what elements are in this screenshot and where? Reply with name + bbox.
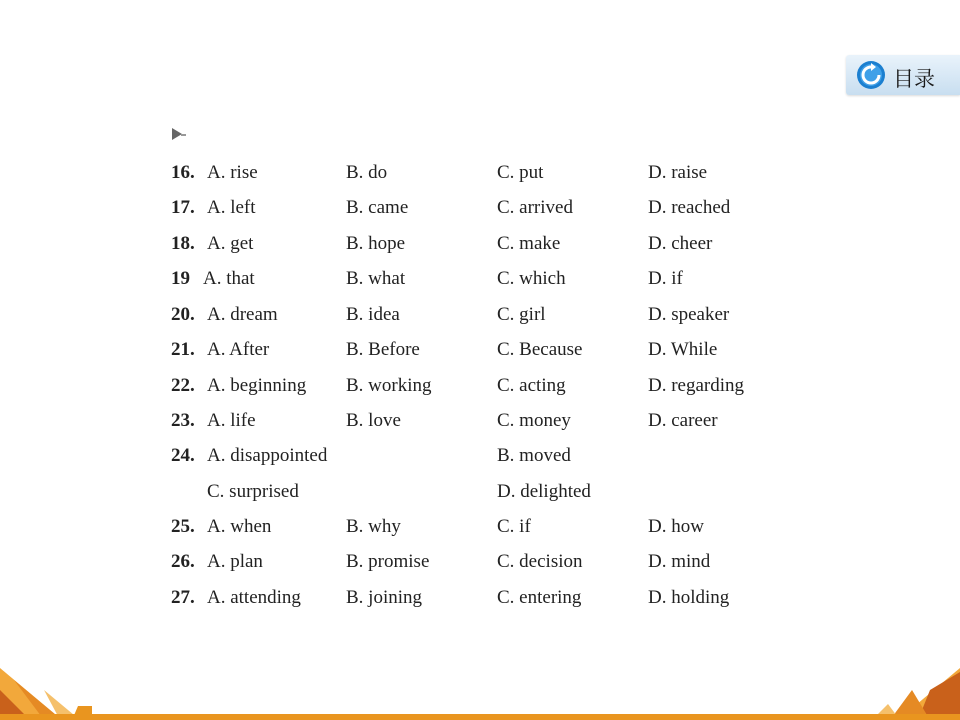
option-a: A. that [203,268,255,289]
question-number: 25. [171,516,195,537]
option-d: D. mind [648,551,711,572]
option-d: D. delighted [497,481,591,502]
option-a: A. After [207,339,270,360]
option-a: A. beginning [207,375,307,396]
option-c: C. Because [497,339,583,360]
option-d: D. reached [648,197,731,218]
question-number: 26. [171,551,195,572]
question-number: 21. [171,339,195,360]
question-number: 22. [171,375,195,396]
option-c: C. which [497,268,566,289]
option-c: C. surprised [207,481,299,502]
question-number: 24. [171,445,195,466]
option-a: A. rise [207,162,258,183]
option-d: D. holding [648,587,730,608]
option-b: B. Before [346,339,420,360]
option-a: A. get [207,233,254,254]
question-number: 20. [171,304,195,325]
option-b: B. working [346,375,432,396]
option-a: A. left [207,197,256,218]
option-c: C. if [497,516,531,537]
option-c: C. make [497,233,561,254]
question-number: 17. [171,197,195,218]
question-number: 16. [171,162,195,183]
option-c: C. put [497,162,544,183]
option-d: D. cheer [648,233,713,254]
option-d: D. raise [648,162,708,183]
option-b: B. love [346,410,401,431]
option-c: C. arrived [497,197,573,218]
option-d: D. speaker [648,304,730,325]
question-number: 27. [171,587,195,608]
option-c: C. girl [497,304,546,325]
question-number: 23. [171,410,195,431]
option-a: A. dream [207,304,278,325]
bottom-accent-bar [0,714,960,720]
option-a: A. plan [207,551,263,572]
option-a: A. life [207,410,256,431]
option-c: C. entering [497,587,582,608]
option-a: A. attending [207,587,301,608]
option-b: B. promise [346,551,430,572]
option-c: C. acting [497,375,566,396]
option-b: B. do [346,162,388,183]
option-a: A. disappointed [207,445,328,466]
option-d: D. how [648,516,704,537]
option-d: D. While [648,339,718,360]
option-d: D. regarding [648,375,745,396]
question-number: 18. [171,233,195,254]
option-a: A. when [207,516,272,537]
option-d: D. if [648,268,683,289]
toc-label: 目录 [893,67,935,91]
option-b: B. hope [346,233,406,254]
option-c: C. money [497,410,571,431]
option-b: B. joining [346,587,423,608]
option-d: D. career [648,410,718,431]
option-b: B. what [346,268,406,289]
option-b: B. why [346,516,401,537]
option-b: B. idea [346,304,400,325]
option-b: B. moved [497,445,571,466]
option-c: C. decision [497,551,583,572]
question-number: 19 [171,268,190,289]
option-b: B. came [346,197,409,218]
